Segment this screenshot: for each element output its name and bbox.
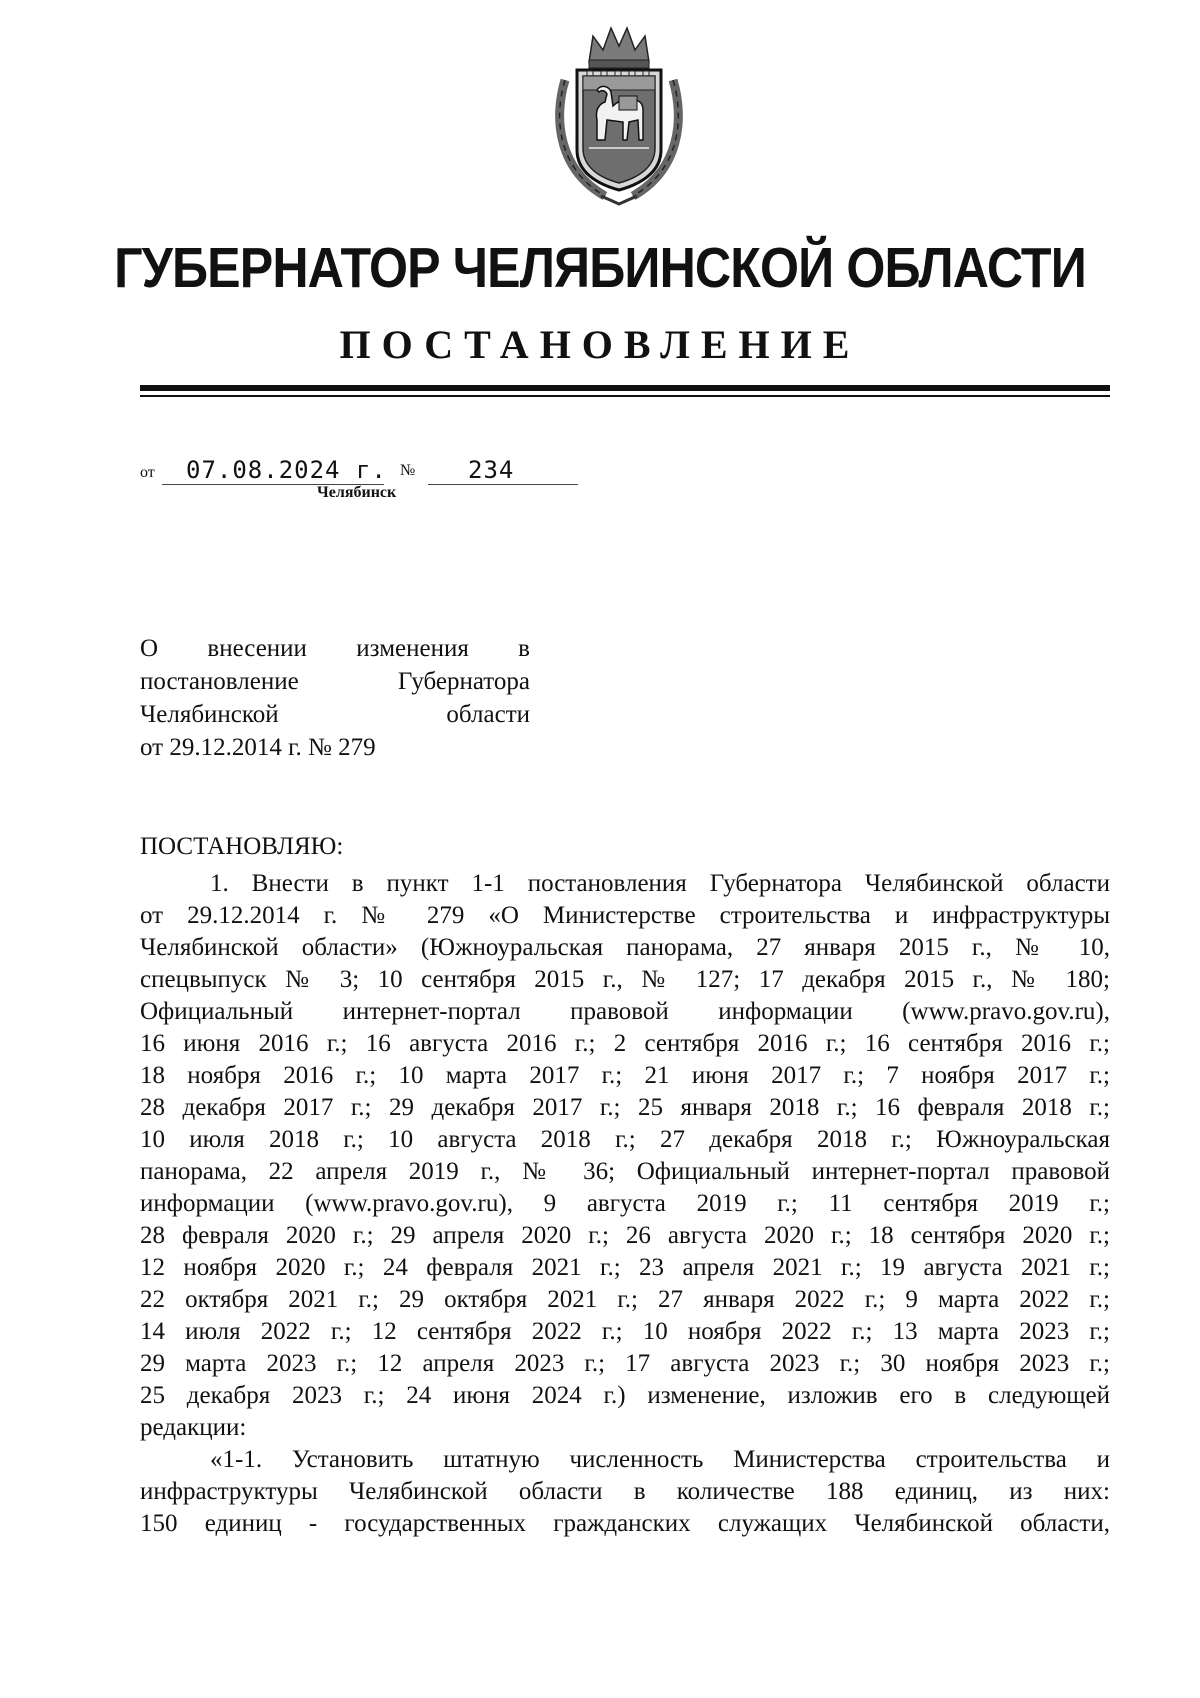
body-line: 29 марта 2023 г.; 12 апреля 2023 г.; 17 августа 2023 г.; 30 ноября 2023 г.; bbox=[140, 1350, 1110, 1377]
body-line: 25 декабря 2023 г.; 24 июня 2024 г.) изменение, изложив его в следующей bbox=[140, 1382, 1110, 1409]
body-line: Челябинской области» (Южноуральская панорама, 27 января 2015 г., № 10, bbox=[140, 934, 1110, 961]
body-line: 14 июля 2022 г.; 12 сентября 2022 г.; 10 ноября 2022 г.; 13 марта 2023 г.; bbox=[140, 1318, 1110, 1345]
header-divider-thin bbox=[140, 395, 1110, 397]
decree-heading: ПОСТАНОВЛЯЮ: bbox=[140, 833, 344, 860]
coat-of-arms-emblem bbox=[545, 20, 693, 208]
subject-line: от 29.12.2014 г. № 279 bbox=[140, 734, 376, 761]
issuing-authority-title: ГУБЕРНАТОР ЧЕЛЯБИНСКОЙ ОБЛАСТИ bbox=[114, 236, 1086, 300]
body-line: «1-1. Установить штатную численность Министерства строительства и bbox=[210, 1446, 1110, 1473]
body-line: 28 февраля 2020 г.; 29 апреля 2020 г.; 26 августа 2020 г.; 18 сентября 2020 г.; bbox=[140, 1222, 1110, 1249]
body-line: информации (www.pravo.gov.ru), 9 августа 2019 г.; 11 сентября 2019 г.; bbox=[140, 1190, 1110, 1217]
issue-city: Челябинск bbox=[317, 484, 397, 501]
body-line: Официальный интернет-портал правовой информации (www.pravo.gov.ru), bbox=[140, 998, 1110, 1025]
body-line: редакции: bbox=[140, 1414, 247, 1441]
body-line: 22 октября 2021 г.; 29 октября 2021 г.; 27 января 2022 г.; 9 марта 2022 г.; bbox=[140, 1286, 1110, 1313]
body-line: инфраструктуры Челябинской области в количестве 188 единиц, из них: bbox=[140, 1478, 1110, 1505]
body-line: 150 единиц - государственных гражданских служащих Челябинской области, bbox=[140, 1510, 1110, 1537]
subject-line: постановление Губернатора bbox=[140, 668, 530, 695]
date-label: от bbox=[140, 464, 155, 481]
document-date: 07.08.2024 г. bbox=[186, 456, 387, 484]
document-subject bbox=[140, 632, 530, 764]
body-line: 10 июля 2018 г.; 10 августа 2018 г.; 27 декабря 2018 г.; Южноуральская bbox=[140, 1126, 1110, 1153]
number-underline bbox=[428, 484, 578, 485]
number-label: № bbox=[400, 462, 416, 479]
body-line: 18 ноября 2016 г.; 10 марта 2017 г.; 21 июня 2017 г.; 7 ноября 2017 г.; bbox=[140, 1062, 1110, 1089]
subject-line: Челябинской области bbox=[140, 701, 530, 728]
document-type-title: ПОСТАНОВЛЕНИЕ bbox=[339, 322, 861, 367]
header-divider-thick bbox=[140, 385, 1110, 391]
chelyabinsk-coat-of-arms-icon bbox=[545, 20, 693, 208]
body-line: 1. Внести в пункт 1-1 постановления Губернатора Челябинской области bbox=[210, 870, 1110, 897]
body-line: спецвыпуск № 3; 10 сентября 2015 г., № 127; 17 декабря 2015 г., № 180; bbox=[140, 966, 1110, 993]
body-line: 12 ноября 2020 г.; 24 февраля 2021 г.; 23 апреля 2021 г.; 19 августа 2021 г.; bbox=[140, 1254, 1110, 1281]
body-line: 16 июня 2016 г.; 16 августа 2016 г.; 2 сентября 2016 г.; 16 сентября 2016 г.; bbox=[140, 1030, 1110, 1057]
body-line: панорама, 22 апреля 2019 г., № 36; Официальный интернет-портал правовой bbox=[140, 1158, 1110, 1185]
document-body bbox=[140, 868, 1110, 1540]
body-line: от 29.12.2014 г. № 279 «О Министерстве строительства и инфраструктуры bbox=[140, 902, 1110, 929]
body-line: 28 декабря 2017 г.; 29 декабря 2017 г.; 25 января 2018 г.; 16 февраля 2018 г.; bbox=[140, 1094, 1110, 1121]
document-registration-line bbox=[140, 456, 600, 486]
subject-line: О внесении изменения в bbox=[140, 635, 530, 662]
document-number: 234 bbox=[468, 456, 515, 484]
